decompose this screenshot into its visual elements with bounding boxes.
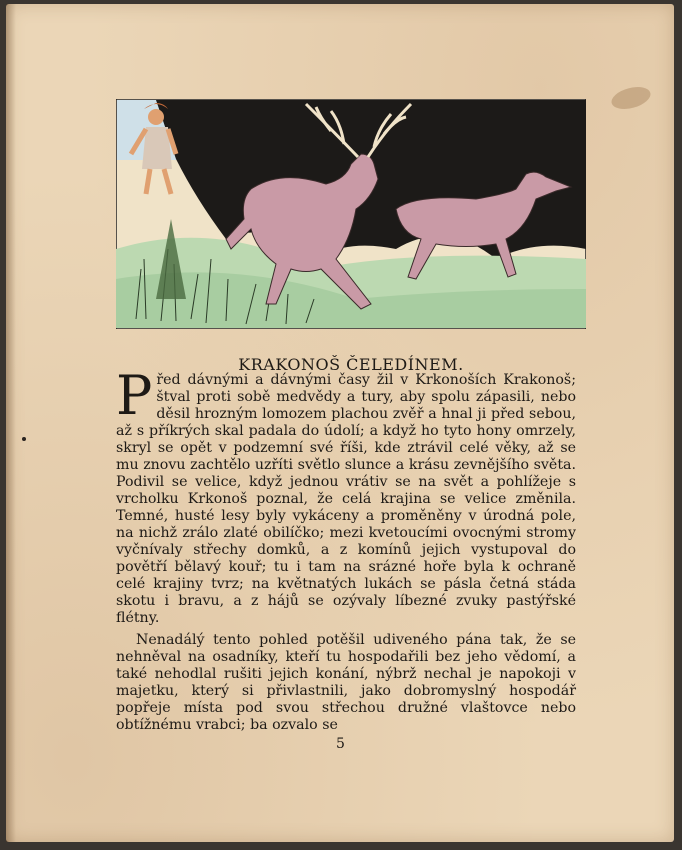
ink-speck xyxy=(22,437,26,441)
paragraph-1-text: řed dávnými a dávnými časy žil v Krkonoších Krakonoš; štval proti sobě medvědy a tury, aby spolu zápasili, nebo děsil hrozným lomozem plachou zvěř a hnal ji před sebou, až s příkrých skal padala do údolí; a když ho tyto hony omrzely, skryl se opět v podzemní své říši, kde ztrávil celé věky, až se mu znovu zachtělo uzříti světlo slunce a krásu zevnějšího světa. Podivil se velice, když jednou vrátiv se na svět a pohlížeje s vrcholku Krkonoš poznal, že celá krajina se velice změnila. Temné, husté lesy byly vykáceny a proměněny v úrodná pole, na nichž zrálo zlaté obilíčko; mezi kvetoucími ovocnými stromy vyčnívaly střechy domků, a z komínů jejich vystupoval do povětří bělavý kouř; tu i tam na srázné hoře byla k ochraně celé krajiny tvrz; na květnatých lukách se pásla četná stáda skotu i bravu, a z hájů se ozývaly líbezné zvuky pastýřské flétny. xyxy=(116,372,576,626)
chapter-title: KRAKONOŠ ČELEDÍNEM. xyxy=(238,355,464,374)
book-page xyxy=(6,4,674,842)
stags-forest-illustration xyxy=(116,99,586,329)
paragraph-2: Nenadálý tento pohled potěšil udiveného pána tak, že se nehněval na osadníky, kteří tu hospodařili bez jeho vědomí, a také nehodlal rušiti jejich konání, nýbrž nechal je napokoji v majetku, který si přivlastnili, jako dobromyslný hospodář popřeje místa pod svou střechou družné vlaštovce nebo obtížnému vrabci; ba ozvalo se xyxy=(116,632,576,733)
paper-stain xyxy=(609,83,653,113)
page-spine-shadow xyxy=(6,4,16,842)
drop-cap: P xyxy=(116,364,153,427)
page-number: 5 xyxy=(336,736,345,752)
